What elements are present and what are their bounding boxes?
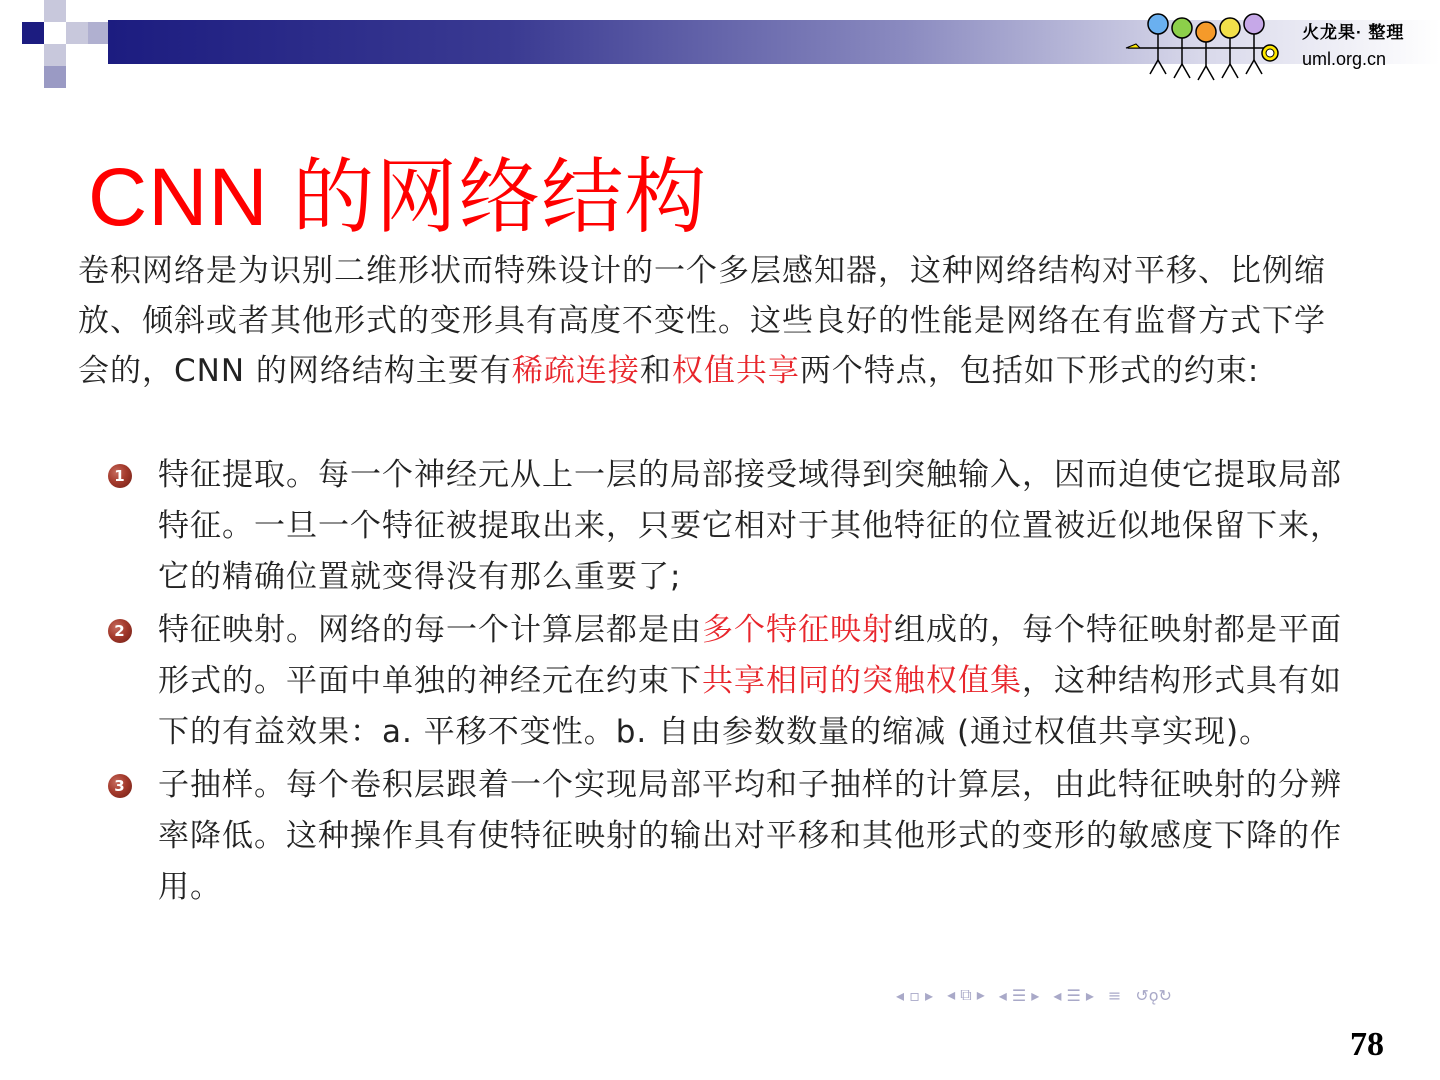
highlight-weight-sharing: 权值共享 <box>671 353 800 389</box>
intro-text: 卷积网络是为识别二维形状而特殊设计的一个多层感知器，这种网络结构对平移、比例缩放、倾斜或者其他形式的变形具有高度不变性。这些良好的性能是网络在有监督方式下学会的，CNN 的网络结构主要有 <box>78 253 1326 389</box>
brand-text <box>1302 18 1404 70</box>
numbered-bullet-icon: 3 <box>108 774 132 798</box>
item-text: ，这种结构形式具有如下的有益效果：a. 平移不变性。b. 自由参数数量的缩减 (通过权值共享实现)。 <box>158 663 1342 750</box>
constraint-list <box>100 450 1350 915</box>
corner-square-light <box>44 44 66 66</box>
corner-square-mid <box>88 22 108 44</box>
slide-title: CNN 的网络结构 <box>88 152 708 243</box>
nav-section-icon[interactable]: ◂ ☰ ▸ <box>1053 985 1094 1005</box>
highlight-shared-weights: 共享相同的突触权值集 <box>702 663 1022 699</box>
page-number: 78 <box>1350 1026 1384 1063</box>
highlight-multiple-feature-maps: 多个特征映射 <box>702 612 894 648</box>
intro-text: 两个特点，包括如下形式的约束: <box>799 353 1260 389</box>
corner-square-dark <box>22 22 44 44</box>
item-text: 子抽样。每个卷积层跟着一个实现局部平均和子抽样的计算层，由此特征映射的分辨率降低。这种操作具有使特征映射的输出对平移和其他形式的变形的敏感度下降的作用。 <box>158 767 1342 905</box>
nav-search-icon[interactable]: ↺ǫ↻ <box>1135 985 1172 1005</box>
item-text: 特征映射。网络的每一个计算层都是由 <box>158 612 702 648</box>
intro-text: 和 <box>639 353 672 389</box>
numbered-bullet-icon: 2 <box>108 619 132 643</box>
nav-section-icon[interactable]: ◂ ☰ ▸ <box>998 985 1040 1005</box>
list-item <box>100 605 1350 758</box>
item-text: 组成的，每个特征映射都是平面形式的。平面中单独的神经元在约束下 <box>158 612 1342 699</box>
list-item <box>100 450 1350 603</box>
highlight-sparse-connection: 稀疏连接 <box>511 353 640 389</box>
nav-frame-icon[interactable]: ◂ ▫ ▸ <box>896 985 934 1005</box>
corner-square-light <box>44 0 66 22</box>
corner-square-mid <box>44 66 66 88</box>
nav-align-icon[interactable]: ≡ <box>1107 985 1122 1005</box>
nav-subsection-icon[interactable]: ◂ ⧉ ▸ <box>947 985 985 1004</box>
intro-paragraph <box>78 246 1348 396</box>
item-text: 特征提取。每一个神经元从上一层的局部接受域得到突触输入，因而迫使它提取局部特征。一旦一个特征被提取出来，只要它相对于其他特征的位置被近似地保留下来，它的精确位置就变得没有那么重要了; <box>158 457 1342 595</box>
numbered-bullet-icon: 1 <box>108 464 132 488</box>
list-item <box>100 760 1350 913</box>
brand-url: uml.org.cn <box>1302 49 1387 69</box>
brand-name: 火龙果· 整理 <box>1302 23 1405 42</box>
corner-square-light <box>66 22 88 44</box>
beamer-navigation <box>896 980 1366 1010</box>
people-logo-icon <box>1120 8 1280 88</box>
